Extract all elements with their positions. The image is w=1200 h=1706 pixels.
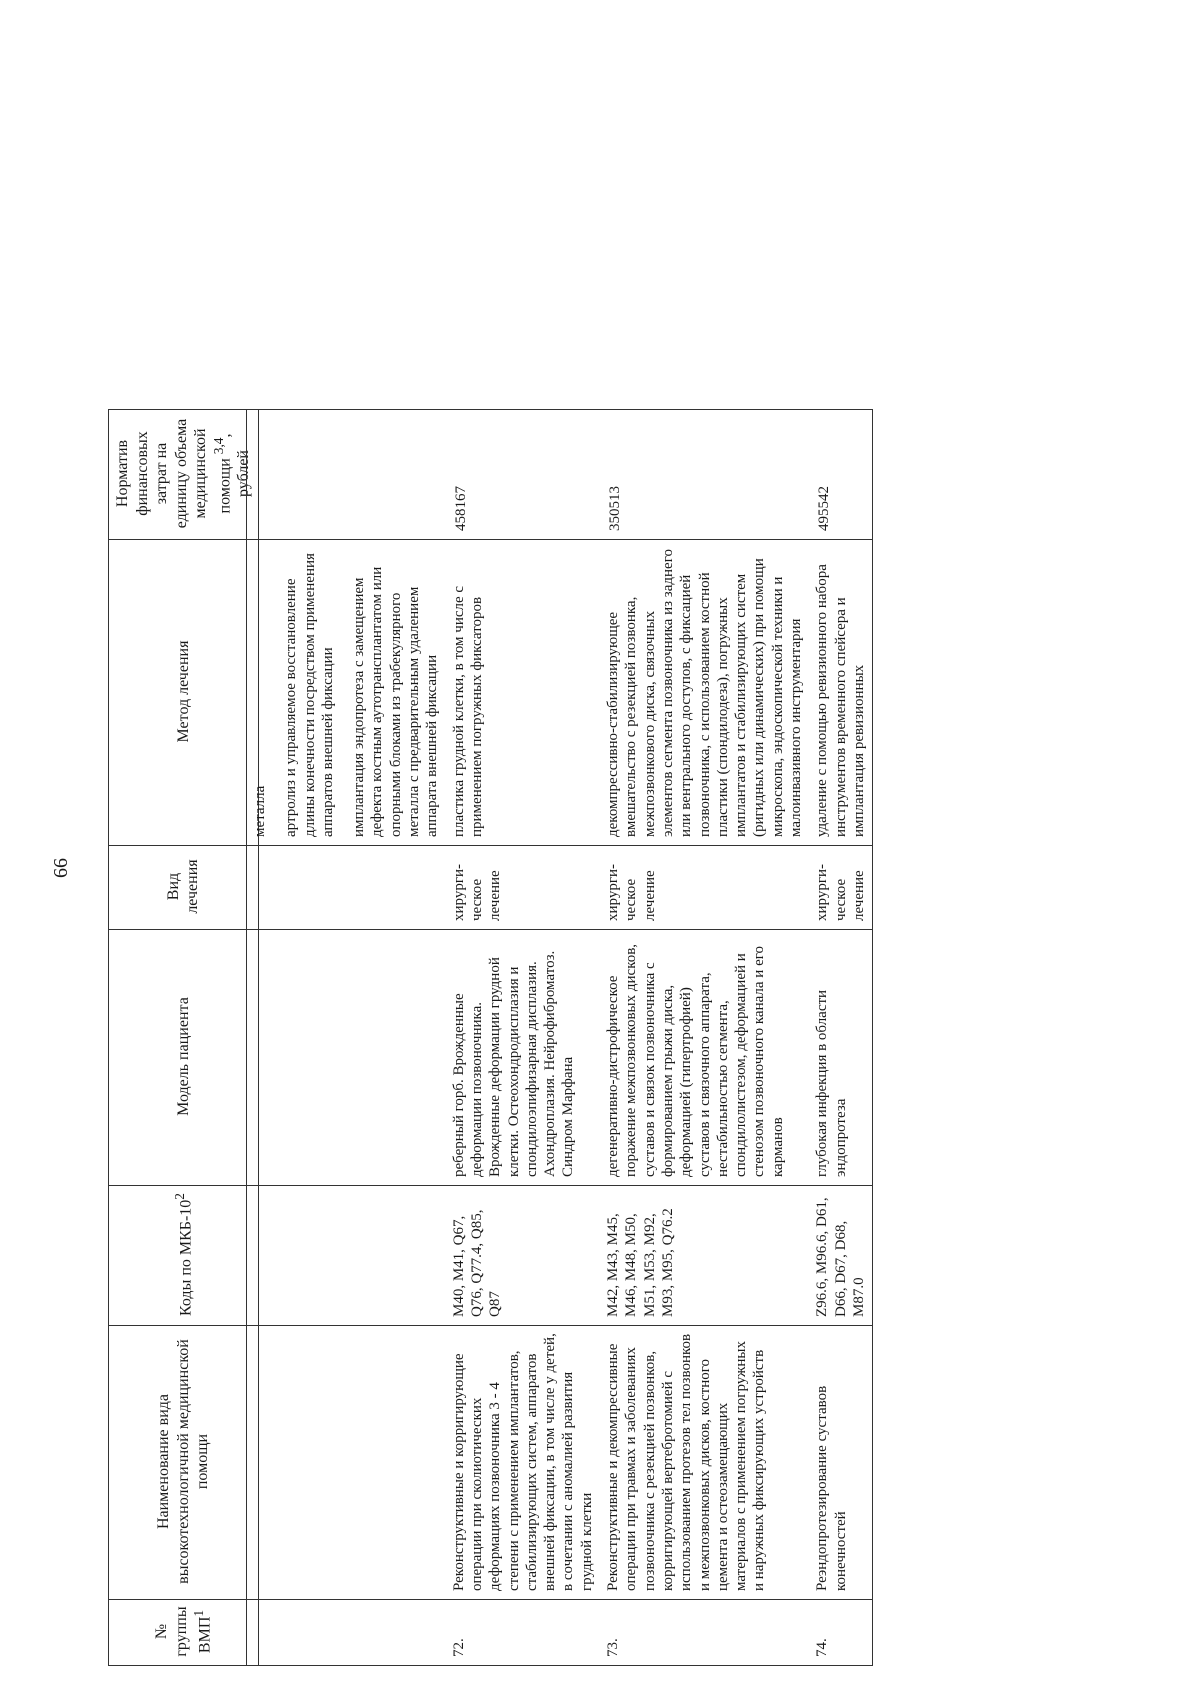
header-group: № группы ВМП$^1$: [109, 1600, 259, 1666]
row-methods: [247, 540, 446, 846]
row-model: дегенеративно-дистрофическое поражение межпозвонковых дисков, суставов и связок позвоночника с формированием грыжи диска, деформацией (гипертрофией) суставов и связочного аппарата, нестабильностью сегмента, спондилолистезом, деформацией и стенозом позвоночного канала и его карманов: [600, 930, 809, 1186]
row-number: 72.: [446, 1600, 600, 1666]
row-name: Реконструктивные и декомпрессивные операции при травмах и заболеваниях позвоночника с резекцией позвонков, корригирующей вертебротомией с использованием протезов тел позвонков и межпозвонковых дисков, костного цемента и остеозамещающих материалов с применением погружных и наружных фиксирующих устройств: [600, 1326, 809, 1600]
row-methods: [809, 540, 872, 846]
table-row: [600, 410, 809, 1666]
table-header: [108, 409, 259, 1666]
header-cost: Норматив финансовых затрат на единицу объема медицинской помощи $^{3,4}$, рублей: [109, 410, 259, 540]
row-model: [247, 930, 446, 1186]
row-kind: [247, 846, 446, 930]
header-name: Наименование вида высокотехнологичной медицинской помощи: [109, 1326, 259, 1600]
row-codes: [247, 1186, 446, 1326]
row-kind: хирурги-ческое лечение: [809, 846, 872, 930]
row-codes: Z96.6, M96.6, D61, D66, D67, D68, M87.0: [809, 1186, 872, 1326]
header-kind: Вид лечения: [109, 846, 259, 930]
method-item: пластика грудной клетки, в том числе с применением погружных фиксаторов: [450, 585, 485, 837]
row-kind: хирурги-ческое лечение: [600, 846, 809, 930]
row-number: 73.: [600, 1600, 809, 1666]
method-item: декомпрессивно-стабилизирующее вмешательство с резекцией позвонка, межпозвонкового диска, связочных элементов сегмента позвоночника из заднего или вентрального доступов, с фиксацией позвоночника, с использованием костной пластики (спондилодеза), погружных имплантатов и стабилизирующих систем (ригидных или динамических) при помощи микроскопа, эндоскопической техники и малоинвазивного инструментария: [605, 549, 805, 837]
row-kind: хирурги-ческое лечение: [446, 846, 600, 930]
row-model: глубокая инфекция в области эндопротеза: [809, 930, 872, 1186]
row-number: 74.: [809, 1600, 872, 1666]
row-cost: 458167: [446, 410, 600, 540]
method-item: артролиз и управляемое восстановление длины конечности посредством применения аппаратов внешней фиксации: [283, 553, 336, 837]
table-row: [247, 410, 446, 1666]
header-codes: Коды по МКБ-$10^2$: [109, 1186, 259, 1326]
table-row: [446, 410, 600, 1666]
method-item: металла: [252, 785, 268, 837]
table-body: [246, 409, 873, 1666]
row-codes: M42, M43, M45, M46, M48, M50, M51, M53, M92, M93, M95, Q76.2: [600, 1186, 809, 1326]
row-number: [247, 1600, 446, 1666]
method-item: удаление с помощью ревизионного набора инструментов временного спейсера и имплантация ревизионных: [814, 564, 867, 837]
row-name: Реконструктивные и корригирующие операции при сколиотических деформациях позвоночника 3 - 4 степени с применением имплантатов, стабилизирующих систем, аппаратов внешней фиксации, в том числе у детей, в сочетании с аномалией развития грудной клетки: [446, 1326, 600, 1600]
row-model: реберный горб. Врожденные деформации позвоночника. Врожденные деформации грудной клетки. Остеохондродисплазия и спондилоэпифизарная дисплазия. Ахондроплазия. Нейрофиброматоз. Синдром Марфана: [446, 930, 600, 1186]
header-method: Метод лечения: [109, 540, 259, 846]
row-cost: 350513: [600, 410, 809, 540]
table-row: [809, 410, 872, 1666]
header-model: Модель пациента: [109, 930, 259, 1186]
method-item: имплантация эндопротеза с замещением дефекта костным аутотрансплантатом или опорными блоками из трабекулярного металла с предварительным удалением аппарата внешней фиксации: [351, 566, 441, 837]
row-cost: [247, 410, 446, 540]
row-name: Реэндопротезирование суставов конечностей: [809, 1326, 872, 1600]
row-codes: M40, M41, Q67, Q76, Q77.4, Q85, Q87: [446, 1186, 600, 1326]
row-methods: [600, 540, 809, 846]
page-number: 66: [50, 858, 72, 878]
row-methods: [446, 540, 600, 846]
row-cost: 495542: [809, 410, 872, 540]
row-name: [247, 1326, 446, 1600]
